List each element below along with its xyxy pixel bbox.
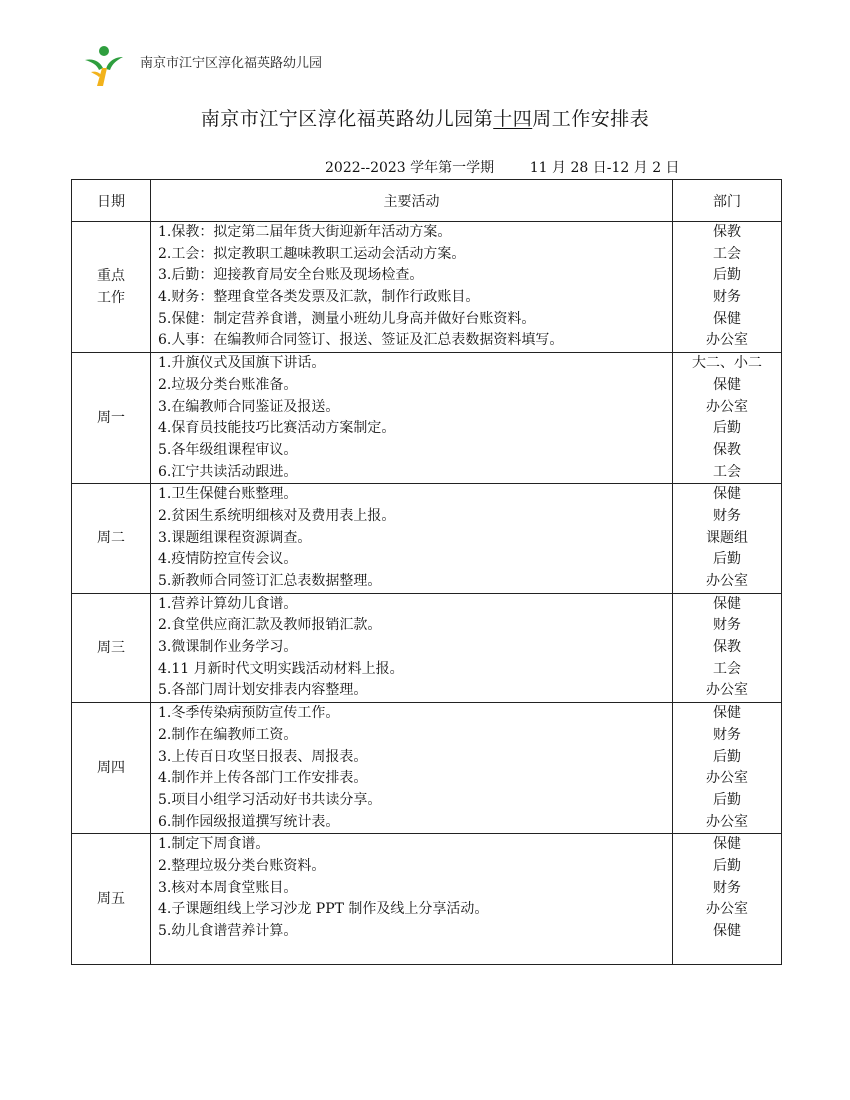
department-item: 后勤 [713, 551, 741, 568]
activities-cell [151, 222, 673, 353]
department-item: 工会 [713, 463, 741, 480]
activity-item: 1.升旗仪式及国旗下讲话。 [158, 355, 326, 372]
activity-item: 4.子课题组线上学习沙龙 PPT 制作及线上分享活动。 [158, 901, 489, 918]
department-item: 保健 [713, 376, 741, 393]
activities-cell [151, 703, 673, 834]
activity-item: 4.11 月新时代文明实践活动材料上报。 [158, 660, 404, 677]
activity-item: 5.保健：制定营养食谱，测量小班幼儿身高并做好台账资料。 [158, 310, 536, 327]
activity-item: 6.人事：在编教师合同签订、报送、签证及汇总表数据资料填写。 [158, 332, 564, 349]
table-row-monday [72, 353, 782, 484]
department-item: 保健 [713, 310, 741, 327]
department-item: 后勤 [713, 857, 741, 874]
day-label: 周二 [97, 530, 125, 547]
activities-cell [151, 484, 673, 593]
activity-item: 1.营养计算幼儿食谱。 [158, 595, 298, 612]
department-item: 后勤 [713, 748, 741, 765]
term-date-line: 2022--2023 学年第一学期 11 月 28 日-12 月 2 日 [325, 160, 680, 176]
activity-item: 4.财务：整理食堂各类发票及汇款，制作行政账目。 [158, 289, 480, 306]
title-prefix: 南京市江宁区淳化福英路幼儿园第 [200, 108, 494, 130]
department-item: 办公室 [706, 813, 748, 830]
department-item: 财务 [713, 879, 741, 896]
department-item: 大二、小二 [692, 355, 762, 372]
day-cell [72, 484, 151, 593]
department-item: 办公室 [706, 573, 748, 589]
activity-item: 6.江宁共读活动跟进。 [158, 463, 298, 480]
day-cell [72, 703, 151, 834]
activity-item: 5.幼儿食谱营养计算。 [158, 923, 298, 939]
activity-item: 2.工会：拟定教职工趣味教职工运动会活动方案。 [158, 245, 466, 262]
activities-cell [151, 834, 673, 965]
activities-cell [151, 353, 673, 484]
table-row-wednesday [72, 593, 782, 702]
activity-item: 5.各年级组课程审议。 [158, 441, 298, 458]
kindergarten-logo-icon [82, 44, 126, 88]
department-item: 保健 [713, 836, 741, 853]
department-item: 保健 [713, 486, 741, 503]
org-name: 南京市江宁区淳化福英路幼儿园 [140, 55, 323, 71]
day-label: 周四 [97, 760, 125, 777]
activity-item: 2.食堂供应商汇款及教师报销汇款。 [158, 617, 382, 634]
schedule-table [71, 179, 782, 965]
department-item: 财务 [713, 289, 741, 306]
day-label: 周一 [97, 410, 125, 427]
activity-item: 1.保教：拟定第二届年货大街迎新年活动方案。 [158, 224, 452, 240]
table-row-thursday [72, 703, 782, 834]
activity-item: 3.课题组课程资源调查。 [158, 529, 312, 546]
department-item: 保健 [713, 923, 741, 939]
day-label: 周五 [97, 891, 125, 908]
activity-item: 5.各部门周计划安排表内容整理。 [158, 682, 368, 699]
department-cell [673, 703, 782, 834]
department-item: 后勤 [713, 420, 741, 437]
activities-cell [151, 593, 673, 702]
title-suffix: 周工作安排表 [532, 108, 650, 130]
department-item: 工会 [713, 245, 741, 262]
day-label: 工作 [97, 290, 125, 307]
activity-item: 3.上传百日攻坚日报表、周报表。 [158, 748, 368, 765]
department-item: 后勤 [713, 791, 741, 808]
day-cell [72, 593, 151, 702]
activity-item: 3.后勤：迎接教育局安全台账及现场检查。 [158, 267, 424, 284]
department-item: 保教 [713, 441, 741, 458]
header-department: 部门 [673, 180, 782, 222]
activity-item: 4.疫情防控宣传会议。 [158, 551, 298, 568]
day-cell [72, 834, 151, 965]
department-item: 办公室 [706, 682, 748, 699]
activity-item: 3.在编教师合同鉴证及报送。 [158, 398, 340, 415]
activity-item: 2.贫困生系统明细核对及费用表上报。 [158, 507, 396, 524]
department-item: 办公室 [706, 770, 748, 787]
department-item: 工会 [713, 660, 741, 677]
department-item: 保健 [713, 595, 741, 612]
table-row-tuesday [72, 484, 782, 593]
table-row-key-work [72, 222, 782, 353]
activity-item: 4.制作并上传各部门工作安排表。 [158, 770, 368, 787]
department-item: 课题组 [706, 529, 748, 546]
department-item: 后勤 [713, 267, 741, 284]
day-label: 周三 [97, 639, 125, 656]
activity-item: 4.保育员技能技巧比赛活动方案制定。 [158, 420, 396, 437]
page-header [82, 44, 322, 88]
day-cell [72, 353, 151, 484]
day-cell [72, 222, 151, 353]
header-date: 日期 [72, 180, 151, 222]
department-item: 财务 [713, 617, 741, 634]
department-item: 保健 [713, 705, 741, 722]
activity-item: 6.制作园级报道撰写统计表。 [158, 813, 340, 830]
activity-item: 1.制定下周食谱。 [158, 836, 270, 853]
department-cell [673, 353, 782, 484]
department-item: 办公室 [706, 332, 748, 349]
department-cell [673, 484, 782, 593]
department-item: 保教 [713, 224, 741, 240]
header-activities: 主要活动 [151, 180, 673, 222]
activity-item: 1.冬季传染病预防宣传工作。 [158, 705, 340, 722]
department-item: 保教 [713, 639, 741, 656]
department-item: 办公室 [706, 901, 748, 918]
activity-item: 2.整理垃圾分类台账资料。 [158, 857, 326, 874]
department-item: 办公室 [706, 398, 748, 415]
department-item: 财务 [713, 507, 741, 524]
activity-item: 5.项目小组学习活动好书共读分享。 [158, 791, 382, 808]
activity-item: 2.垃圾分类台账准备。 [158, 376, 298, 393]
table-row-friday [72, 834, 782, 965]
week-number: 十四 [493, 108, 533, 130]
department-cell [673, 834, 782, 965]
table-header-row [72, 180, 782, 222]
activity-item: 3.核对本周食堂账目。 [158, 879, 298, 896]
department-item: 财务 [713, 726, 741, 743]
activity-item: 5.新教师合同签订汇总表数据整理。 [158, 573, 382, 589]
empty-line [151, 943, 672, 965]
activity-item: 1.卫生保健台账整理。 [158, 486, 298, 503]
department-cell [673, 222, 782, 353]
activity-item: 3.微课制作业务学习。 [158, 639, 298, 656]
page-title [0, 104, 850, 131]
day-label: 重点 [97, 268, 125, 285]
department-cell [673, 593, 782, 702]
activity-item: 2.制作在编教师工资。 [158, 726, 298, 743]
